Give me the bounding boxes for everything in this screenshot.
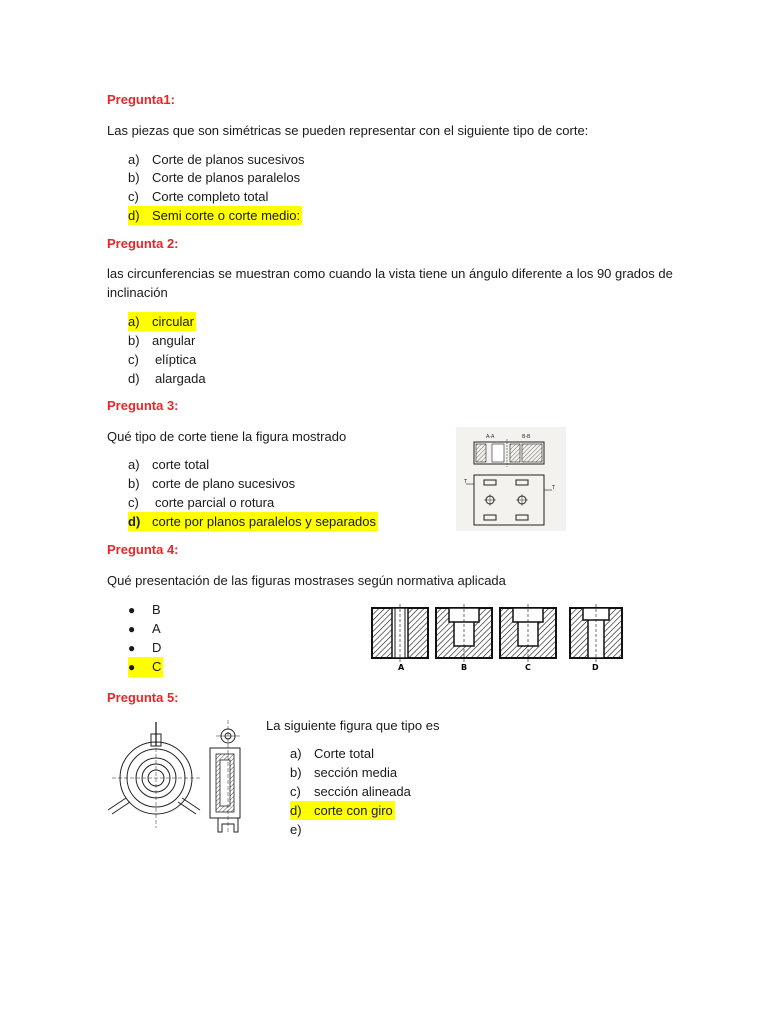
question-5-figure — [104, 718, 256, 846]
option-letter: d) — [290, 803, 302, 818]
question-4-bullet-4-highlighted — [128, 657, 163, 677]
option-letter: d) — [128, 514, 141, 529]
question-3-heading: Pregunta 3: — [107, 398, 179, 413]
bullet-text: C — [152, 659, 162, 674]
option-letter: c) — [128, 495, 139, 510]
question-1-option-d-highlighted — [128, 206, 302, 225]
question-2-heading: Pregunta 2: — [107, 236, 179, 251]
question-4-figure — [366, 604, 636, 674]
option-text: sección media — [314, 765, 398, 780]
figure-label-t1: T — [464, 479, 468, 485]
option-text: corte total — [152, 457, 210, 472]
piece-label-a: A — [398, 663, 405, 672]
option-text: Corte de planos paralelos — [152, 170, 301, 185]
option-letter: c) — [128, 352, 139, 367]
option-letter: b) — [128, 170, 140, 185]
question-3-option-a — [128, 455, 209, 474]
question-1-option-c — [128, 187, 268, 206]
question-5-option-e — [290, 820, 314, 839]
option-text: sección alineada — [314, 784, 411, 799]
circular-view — [108, 722, 202, 828]
option-letter: a) — [290, 746, 302, 761]
bullet-icon: ● — [128, 622, 136, 636]
bullet-text: A — [152, 621, 161, 636]
section-piece-a — [372, 604, 428, 672]
option-text: corte por planos paralelos y separados — [152, 514, 377, 529]
question-5-option-d-highlighted — [290, 801, 395, 820]
option-text: corte con giro — [314, 803, 393, 818]
option-letter: c) — [290, 784, 301, 799]
bullet-text: B — [152, 602, 161, 617]
question-5-option-b — [290, 763, 397, 782]
figure-label-t2: T — [552, 485, 556, 491]
question-3-option-d-highlighted — [128, 512, 378, 531]
section-piece-b — [436, 604, 492, 672]
question-4-heading: Pregunta 4: — [107, 542, 179, 557]
option-letter: e) — [290, 822, 302, 837]
option-text: Corte completo total — [152, 189, 269, 204]
option-text: circular — [152, 314, 194, 329]
question-1-text: Las piezas que son simétricas se pueden representar con el siguiente tipo de corte: — [107, 123, 589, 138]
question-3-option-b — [128, 474, 295, 493]
question-2-option-c — [128, 350, 196, 369]
option-letter: d) — [128, 371, 140, 386]
question-5-option-a — [290, 744, 374, 763]
piece-label-b: B — [461, 663, 468, 672]
option-text: elíptica — [155, 352, 197, 367]
option-letter: b) — [128, 333, 140, 348]
option-letter: c) — [128, 189, 139, 204]
option-text: corte de plano sucesivos — [152, 476, 296, 491]
option-text: Semi corte o corte medio: — [152, 208, 301, 223]
question-3-option-c — [128, 493, 274, 512]
bullet-text: D — [152, 640, 162, 655]
question-1-option-b — [128, 168, 300, 187]
option-text: Corte de planos sucesivos — [152, 152, 305, 167]
option-text: corte parcial o rotura — [155, 495, 275, 510]
bullet-icon: ● — [128, 641, 136, 655]
option-letter: b) — [128, 476, 140, 491]
figure-label-bb: B-B — [522, 434, 531, 440]
option-letter: b) — [290, 765, 302, 780]
question-2-option-a-highlighted — [128, 312, 196, 331]
question-4-bullet-2 — [128, 619, 161, 639]
option-letter: a) — [128, 457, 140, 472]
question-5-heading: Pregunta 5: — [107, 690, 179, 705]
section-piece-d — [570, 604, 622, 672]
option-letter: d) — [128, 208, 140, 223]
section-piece-c — [500, 604, 556, 672]
piece-label-d: D — [592, 663, 599, 672]
question-3-text: Qué tipo de corte tiene la figura mostrado — [107, 429, 347, 444]
question-4-text: Qué presentación de las figuras mostrases según normativa aplicada — [107, 573, 506, 588]
question-5-option-c — [290, 782, 411, 801]
figure-label-aa: A-A — [486, 434, 495, 440]
question-2-option-d — [128, 369, 206, 388]
side-view — [210, 720, 240, 834]
bullet-icon: ● — [128, 660, 136, 674]
question-1-heading: Pregunta1: — [107, 92, 175, 107]
bullet-icon: ● — [128, 603, 136, 617]
question-4-bullet-1 — [128, 600, 161, 620]
question-2-text-line1: las circunferencias se muestran como cuando la vista tiene un ángulo diferente a los 90 grados de — [107, 266, 673, 281]
question-2-text-line2: inclinación — [107, 285, 168, 300]
question-3-figure — [456, 427, 566, 531]
option-letter: a) — [128, 152, 140, 167]
option-text: alargada — [155, 371, 206, 386]
question-2-option-b — [128, 331, 195, 350]
question-1-option-a — [128, 150, 304, 169]
piece-label-c: C — [525, 663, 531, 672]
option-text: angular — [152, 333, 196, 348]
option-text: Corte total — [314, 746, 374, 761]
option-letter: a) — [128, 314, 140, 329]
question-5-text: La siguiente figura que tipo es — [266, 718, 440, 733]
question-4-bullet-3 — [128, 638, 161, 658]
